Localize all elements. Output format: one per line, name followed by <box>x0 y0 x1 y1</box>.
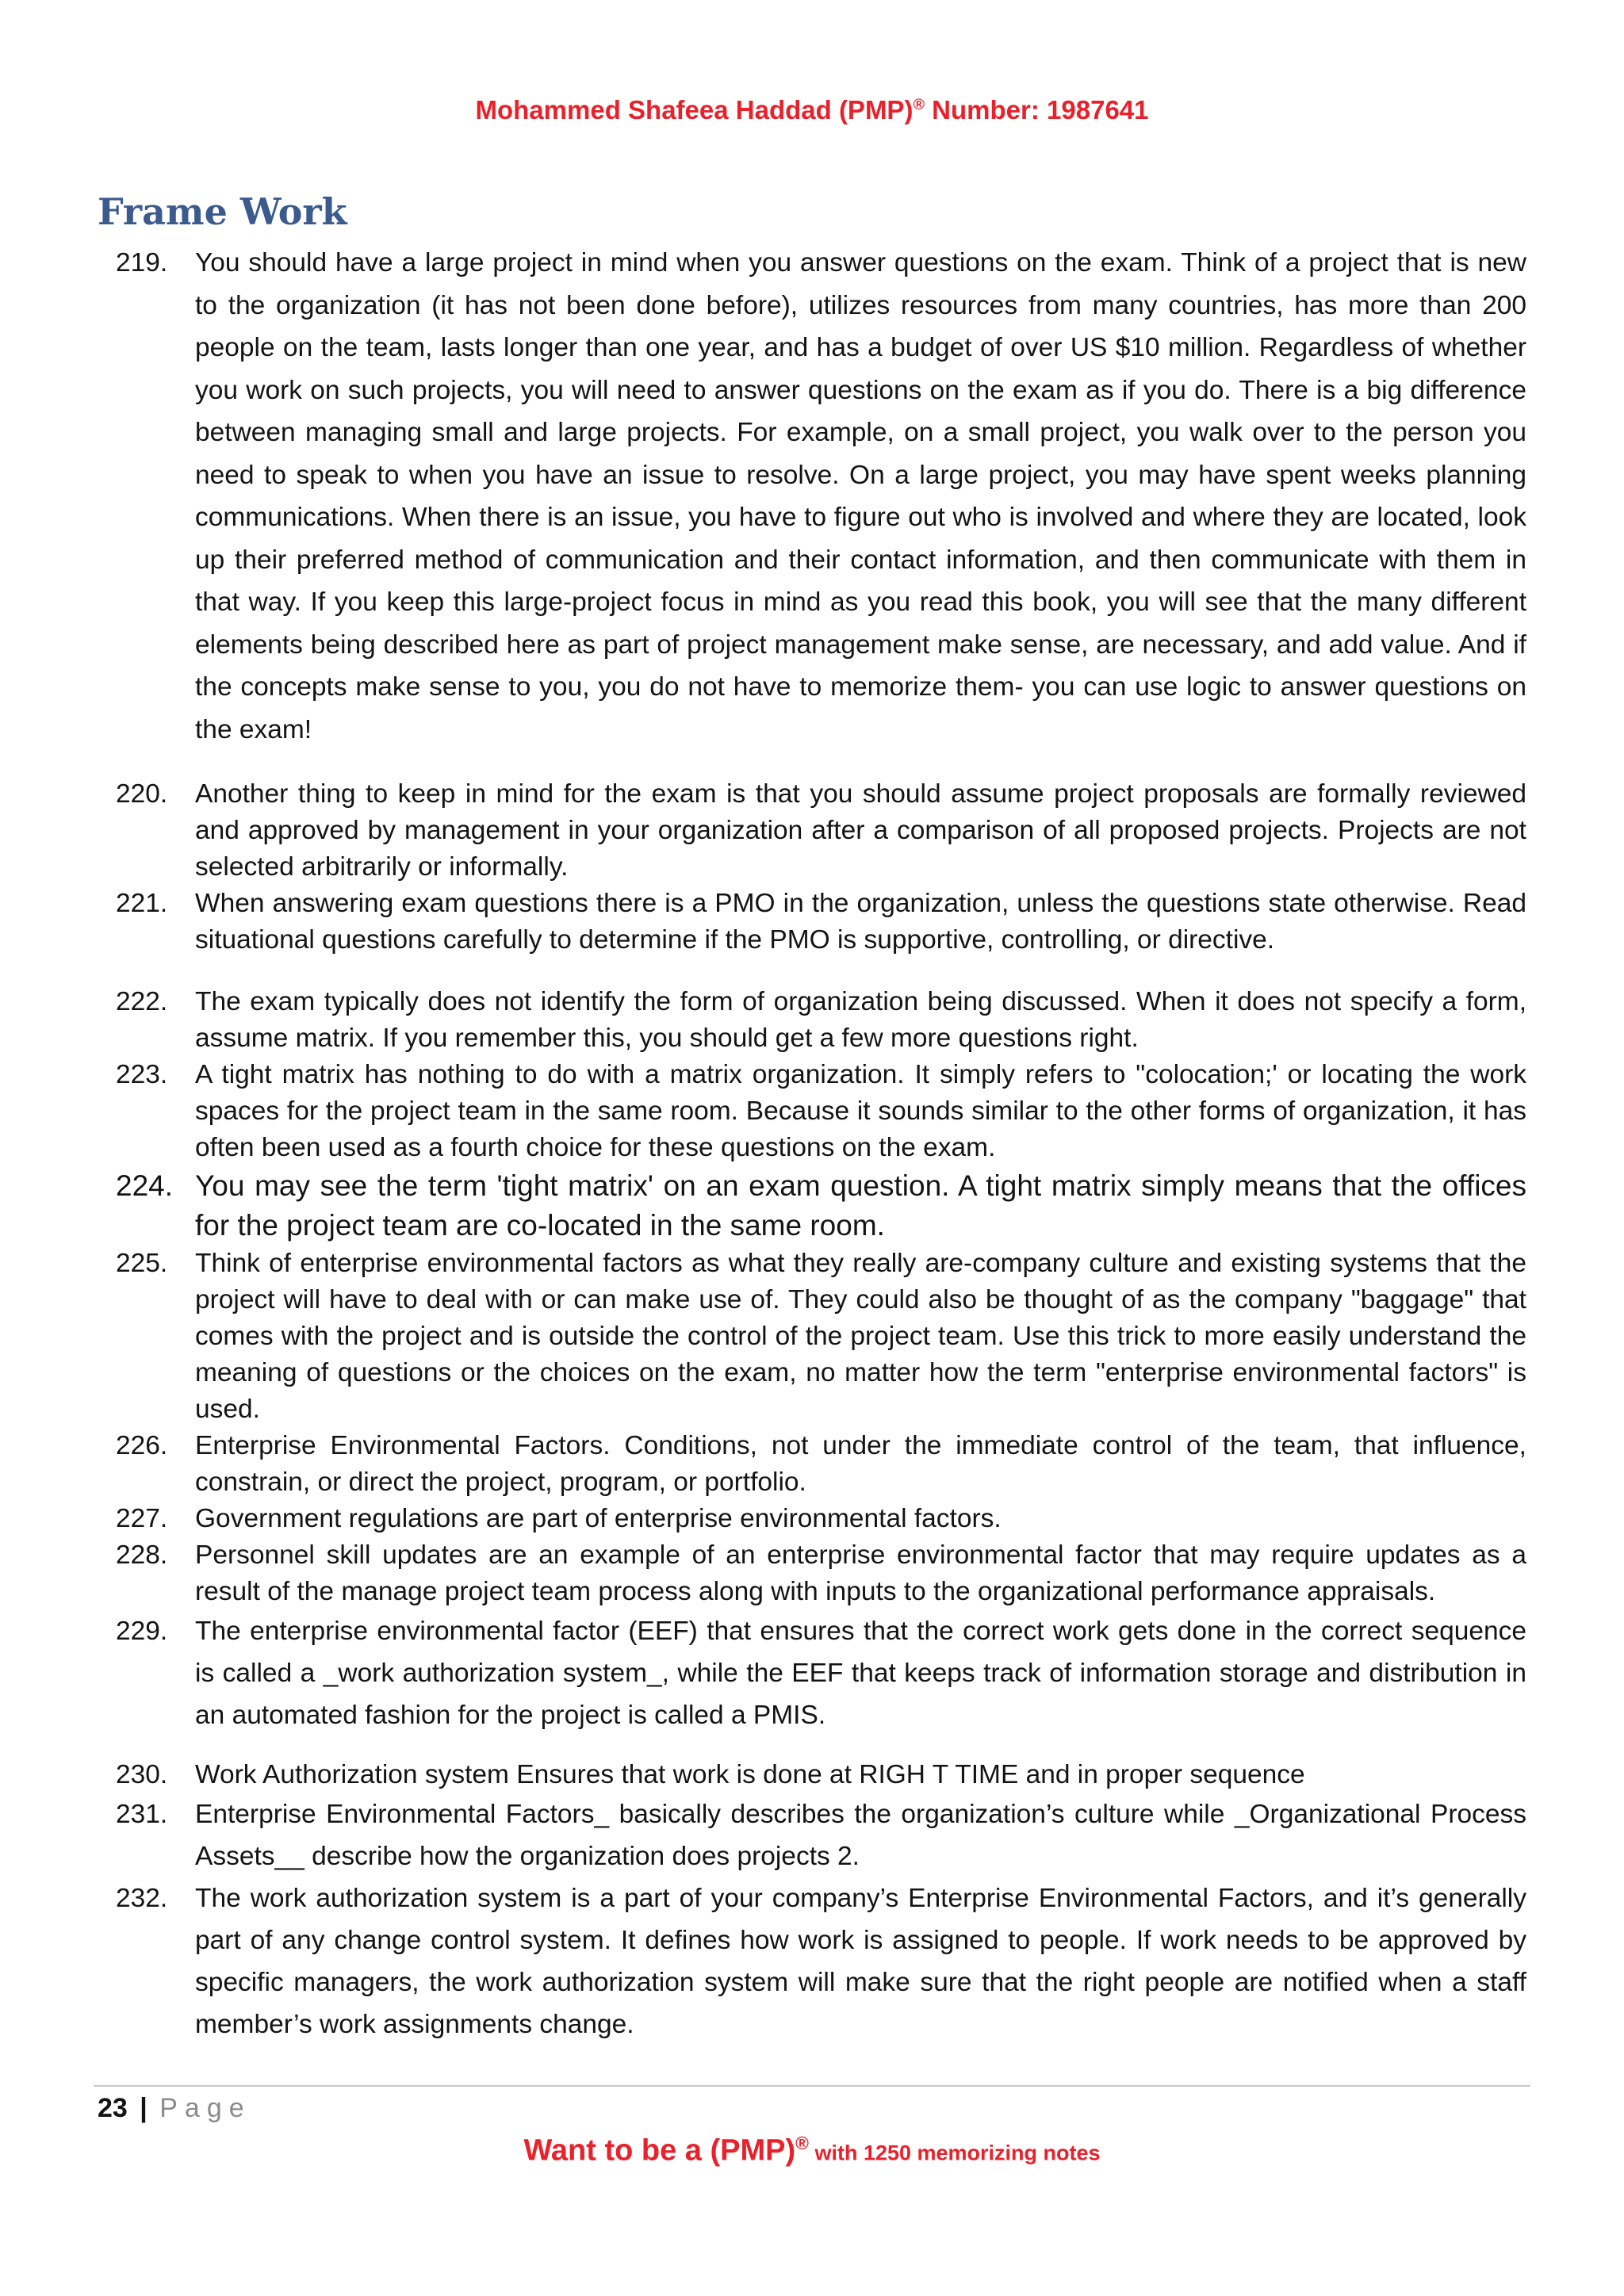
footer-registered-mark: ® <box>795 2133 809 2153</box>
page-number-separator: | <box>140 2093 147 2123</box>
footer-tagline-small: with 1250 memorizing notes <box>808 2141 1101 2165</box>
note-text: Work Authorization system Ensures that work is done at RIGH T TIME and in proper sequence <box>195 1760 1305 1789</box>
note-text: Enterprise Environmental Factors. Conditions, not under the immediate control of the team, that influence, constrain, or direct the project, program, or portfolio. <box>195 1431 1526 1497</box>
note-item <box>103 776 1526 886</box>
note-text: A tight matrix has nothing to do with a matrix organization. It simply refers to "colocation;' or locating the work spaces for the project team in the same room. Because it sounds similar to the other forms of organization, it has often been used as a fourth choice for these questions on the exam. <box>195 1060 1526 1162</box>
page-number <box>98 2093 251 2124</box>
note-item <box>103 1757 1526 1793</box>
header-author: Mohammed Shafeea Haddad (PMP) <box>475 95 914 124</box>
note-text: Enterprise Environmental Factors_ basically describes the organization’s culture while _Organizational Process Assets__ describe how the organization does projects 2. <box>195 1800 1526 1871</box>
note-text: The exam typically does not identify the form of organization being discussed. When it does not specify a form, assume matrix. If you remember this, you should get a few more questions right. <box>195 987 1526 1053</box>
note-item <box>103 1428 1526 1501</box>
header-registered-mark: ® <box>913 96 925 113</box>
notes-list <box>103 242 1526 2045</box>
note-text: Government regulations are part of enterprise environmental factors. <box>195 1504 1002 1533</box>
note-text: Think of enterprise environmental factors as what they really are-company culture and existing systems that the project will have to deal with or can make use of. They could also be thought of as the company "baggage" that comes with the project and is outside the control of the project team. Use this trick to more easily understand the meaning of questions or the choices on the exam, no matter how the term "enterprise environmental factors" is used. <box>195 1249 1526 1424</box>
note-item <box>103 1246 1526 1428</box>
note-number: 221. <box>116 889 168 918</box>
note-text: Another thing to keep in mind for the exam is that you should assume project proposals are formally reviewed and approved by management in your organization after a comparison of all proposed projects. Projects are not selected arbitrarily or informally. <box>195 779 1526 882</box>
note-number: 229. <box>116 1617 168 1646</box>
note-text: The enterprise environmental factor (EEF) that ensures that the correct work gets done in the correct sequence is called a _work authorization system_, while the EEF that keeps track of information storage and distribution in an automated fashion for the project is called a PMIS. <box>195 1617 1526 1730</box>
note-text: The work authorization system is a part of your company’s Enterprise Environmental Factors, and it’s generally part of any change control system. It defines how work is assigned to people. If work needs to be approved by specific managers, the work authorization system will make sure that the right people are notified when a staff member’s work assignments change. <box>195 1884 1526 2039</box>
note-number: 225. <box>116 1249 168 1278</box>
note-item <box>103 984 1526 1057</box>
note-item <box>103 242 1526 751</box>
page-word: Page <box>159 2093 251 2123</box>
note-text: When answering exam questions there is a PMO in the organization, unless the questions state otherwise. Read situational questions carefully to determine if the PMO is supportive, controlling, or directive. <box>195 889 1526 955</box>
note-item <box>103 1793 1526 1877</box>
footer-tagline <box>0 2133 1624 2168</box>
note-item <box>103 1877 1526 2045</box>
section-title: Frame Work <box>98 190 347 233</box>
note-item <box>103 1537 1526 1610</box>
note-text: You may see the term 'tight matrix' on an exam question. A tight matrix simply means that the offices for the project team are co-located in the same room. <box>195 1169 1526 1242</box>
note-item <box>103 1166 1526 1246</box>
note-number: 232. <box>116 1884 168 1913</box>
note-item <box>103 1610 1526 1736</box>
note-number: 224. <box>116 1169 174 1202</box>
note-number: 222. <box>116 987 168 1016</box>
note-number: 220. <box>116 779 168 809</box>
header-pmp-number: Number: 1987641 <box>925 95 1149 124</box>
note-item <box>103 886 1526 959</box>
note-text: Personnel skill updates are an example of an enterprise environmental factor that may require updates as a result of the manage project team process along with inputs to the organizational performance appraisals. <box>195 1540 1526 1606</box>
note-number: 223. <box>116 1060 168 1089</box>
note-number: 228. <box>116 1540 168 1570</box>
note-item <box>103 1057 1526 1166</box>
note-number: 230. <box>116 1760 168 1789</box>
footer-divider <box>94 2085 1530 2087</box>
note-text: You should have a large project in mind when you answer questions on the exam. Think of a project that is new to the organization (it has not been done before), utilizes resources from many countries, has more than 200 people on the team, lasts longer than one year, and has a budget of over US $10 million. Regardless of whether you work on such projects, you will need to answer questions on the exam as if you do. There is a big difference between managing small and large projects. For example, on a small project, you walk over to the person you need to speak to when you have an issue to resolve. On a large project, you may have spent weeks planning communications. When there is an issue, you have to figure out who is involved and where they are located, look up their preferred method of communication and their contact information, and then communicate with them in that way. If you keep this large-project focus in mind as you read this book, you will see that the many different elements being described here as part of project management make sense, are necessary, and add value. And if the concepts make sense to you, you do not have to memorize them- you can use logic to answer questions on the exam! <box>195 248 1526 744</box>
note-number: 219. <box>116 248 168 277</box>
note-number: 227. <box>116 1504 168 1533</box>
note-item <box>103 1501 1526 1537</box>
footer-tagline-main: Want to be a (PMP) <box>523 2133 796 2168</box>
note-number: 231. <box>116 1800 168 1829</box>
page-number-value: 23 <box>98 2093 128 2123</box>
note-number: 226. <box>116 1431 168 1460</box>
page-header <box>0 95 1624 125</box>
